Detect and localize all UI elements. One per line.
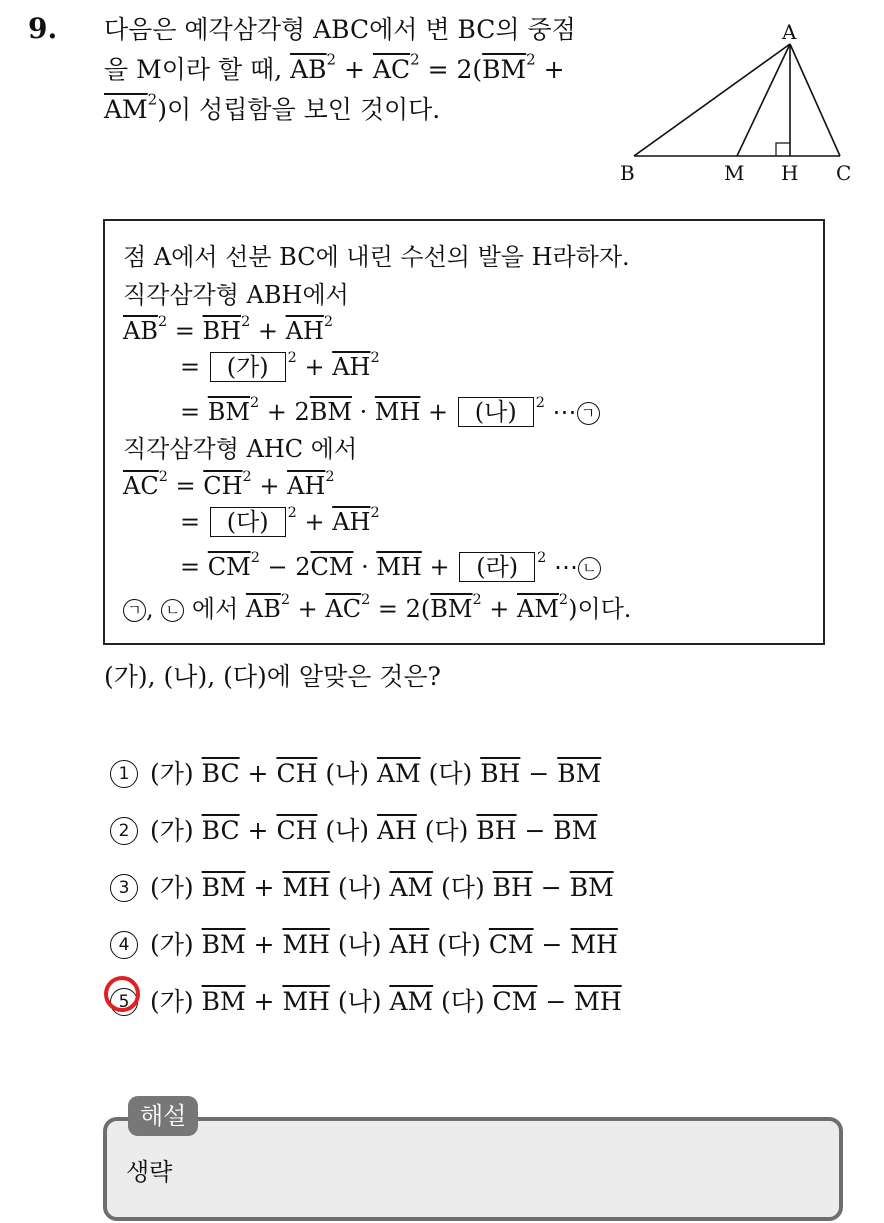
label-h: H xyxy=(781,161,799,185)
right-angle-mark xyxy=(776,143,790,156)
proof-line-7: $\overline{AC}^2 = \overline{CH}^2 + \overline{AH}^2$ xyxy=(123,469,335,500)
circled-nieun-ref: ㄴ xyxy=(161,599,184,622)
side-ac xyxy=(790,44,840,156)
circled-giyeok: ㄱ xyxy=(577,402,600,425)
proof-line-10: ㄱ , ㄴ 에서 $\overline{AB}^2 + \overline{AC}^2 = 2(\overline{BM}^2 + \overline{AM}^2)$이다. xyxy=(123,594,631,624)
circled-nieun: ㄴ xyxy=(578,557,601,580)
choice-3[interactable]: 3 (가) $\overline{BM} + \overline{MH}$ (나) $\overline{AM}$ (다) $\overline{BH} - \overline{BM}$ xyxy=(110,868,614,904)
choice-5[interactable]: 5 (가) $\overline{BM} + \overline{MH}$ (나) $\overline{AM}$ (다) $\overline{CM} - \overline{MH}$ xyxy=(110,982,622,1018)
explanation-text: 생략 xyxy=(126,1158,173,1186)
selected-answer-mark xyxy=(104,976,140,1012)
choice-4[interactable]: 4 (가) $\overline{BM} + \overline{MH}$ (나) $\overline{AH}$ (다) $\overline{CM} - \overline{MH}$ xyxy=(110,925,618,961)
proof-line-1: 점 A에서 선분 BC에 내린 수선의 발을 H라하자. xyxy=(123,243,630,271)
choice-number: 4 xyxy=(110,931,138,959)
blank-na: (나) xyxy=(458,397,534,427)
choice-number: 3 xyxy=(110,874,138,902)
blank-ra: (라) xyxy=(459,552,535,582)
blank-da: (다) xyxy=(210,507,286,537)
choice-number: 2 xyxy=(110,817,138,845)
label-b: B xyxy=(620,161,635,185)
problem-line-2: 을 M이라 할 때, $\overline{AB}^2 + \overline{AC}^2 = 2(\overline{BM}^2$ + xyxy=(104,50,565,84)
triangle-figure xyxy=(610,18,860,188)
choice-2[interactable]: 2 (가) $\overline{BC} + \overline{CH}$ (나) $\overline{AH}$ (다) $\overline{BH} - \overline{BM}$ xyxy=(110,811,597,847)
proof-line-8: = (다) $^2 + \overline{AH}^2$ xyxy=(180,505,380,536)
choice-1[interactable]: 1 (가) $\overline{BC} + \overline{CH}$ (나) $\overline{AM}$ (다) $\overline{BH} - \overline{BM}$ xyxy=(110,754,601,790)
side-ab xyxy=(634,44,790,156)
circled-giyeok-ref: ㄱ xyxy=(123,599,146,622)
question-number: 9. xyxy=(28,12,58,45)
proof-line-5: = $\overline{BM}^2 + 2\overline{BM} \cdot \overline{MH}$ + (나) $^2$ ⋯ ㄱ xyxy=(180,397,600,427)
proof-line-2: 직각삼각형 ABH에서 xyxy=(123,281,349,309)
choice-number: 5 xyxy=(110,988,138,1016)
label-a: A xyxy=(782,20,797,44)
median-am xyxy=(737,44,790,156)
explanation-box xyxy=(103,1117,843,1221)
explanation-tag: 해설 xyxy=(128,1096,198,1136)
choice-number: 1 xyxy=(110,760,138,788)
proof-line-3: $\overline{AB}^2 = \overline{BH}^2 + \overline{AH}^2$ xyxy=(123,314,334,345)
problem-line-1: 다음은 예각삼각형 ABC에서 변 BC의 중점 xyxy=(104,15,576,44)
problem-line-3: $\overline{AM}^2$)이 성립함을 보인 것이다. xyxy=(104,90,441,124)
blank-ga: (가) xyxy=(210,352,286,382)
proof-line-4: = (가) $^2 + \overline{AH}^2$ xyxy=(180,350,380,381)
label-m: M xyxy=(724,161,745,185)
label-c: C xyxy=(836,161,852,185)
question-prompt: (가), (나), (다)에 알맞은 것은? xyxy=(104,662,441,691)
proof-line-6: 직각삼각형 AHC 에서 xyxy=(123,435,358,463)
proof-line-9: = $\overline{CM}^2 - 2\overline{CM} \cdot \overline{MH}$ + (라) $^2$ ⋯ ㄴ xyxy=(180,552,601,582)
problem-statement xyxy=(104,10,624,130)
